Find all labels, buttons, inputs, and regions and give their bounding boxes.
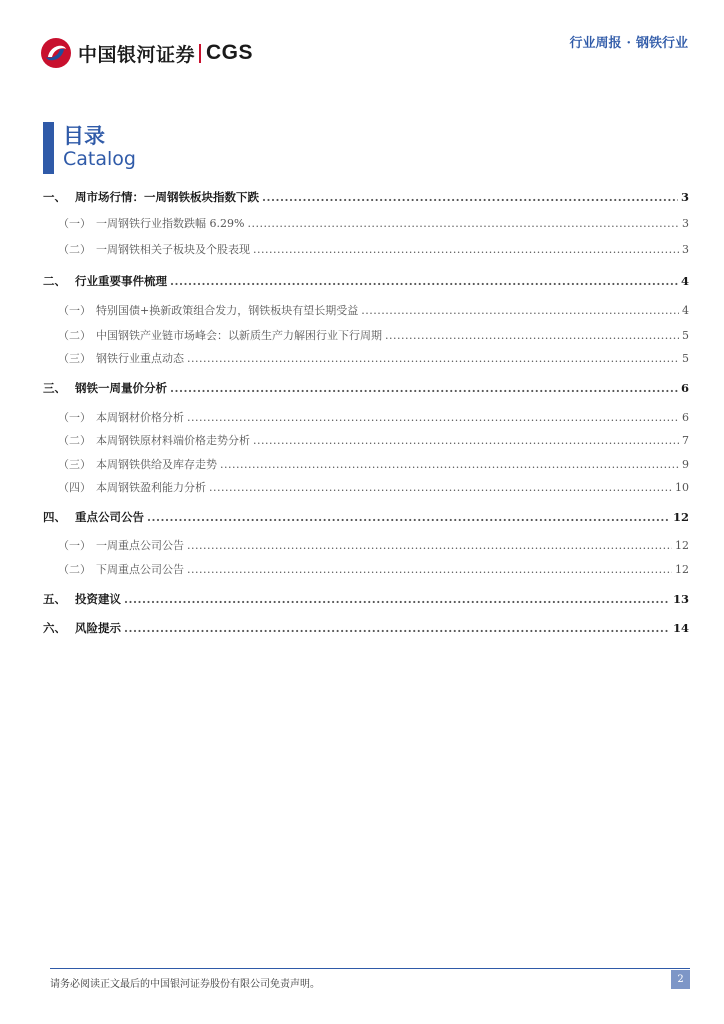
toc-section-entry[interactable] [43,591,689,611]
toc-entry-page: 13 [672,592,689,606]
toc-entry-title: 本周钢铁原材料端价格走势分析 [96,434,250,447]
toc-entry-title: 下周重点公司公告 [96,563,184,576]
toc-entry-number: 三、 [43,381,66,395]
toc-dot-leader [253,434,679,447]
toc-subsection-entry[interactable] [43,350,689,370]
toc-entry-page: 4 [682,304,689,317]
toc-subsection-entry[interactable] [43,537,689,557]
toc-entry-title: 钢铁一周量价分析 [75,381,167,395]
toc-dot-leader [385,329,679,342]
toc-dot-leader [187,539,672,552]
toc-entry-number: （二） [58,243,91,256]
header-separator: · [626,36,631,51]
toc-section-entry[interactable] [43,509,689,529]
toc-entry-page: 6 [682,411,689,424]
toc-entry-title: 一周重点公司公告 [96,539,184,552]
toc-entry-page: 12 [675,563,689,576]
toc-entry-title: 重点公司公告 [75,510,144,524]
toc-entry-number: （三） [58,352,91,365]
title-en: Catalog [63,148,136,170]
toc-dot-leader [209,481,672,494]
logo-separator [199,44,201,63]
toc-entry-number: （二） [58,434,91,447]
toc-entry-page: 12 [675,539,689,552]
toc-entry-page: 4 [680,274,689,288]
logo-text-cn: 中国银河证券 [78,43,196,66]
toc-dot-leader [147,510,670,524]
toc-entry-number: 二、 [43,274,66,288]
toc-dot-leader [253,243,679,256]
toc-dot-leader [187,411,679,424]
toc-entry-number: 一、 [43,190,66,204]
doc-type: 行业周报 [569,36,622,51]
toc-dot-leader [187,563,672,576]
toc-entry-title: 行业重要事件梳理 [75,274,167,288]
toc-dot-leader [262,190,678,204]
toc-entry-page: 5 [682,352,689,365]
toc-subsection-entry[interactable] [43,302,689,322]
toc-subsection-entry[interactable] [43,409,689,429]
toc-dot-leader [124,592,670,606]
toc-dot-leader [220,458,679,471]
toc-entry-page: 10 [675,481,689,494]
toc-dot-leader [361,304,679,317]
toc-entry-title: 本周钢铁盈利能力分析 [96,481,206,494]
toc-section-entry[interactable] [43,189,689,209]
title-cn: 目录 [63,124,105,148]
cgs-logo-icon [40,37,72,69]
toc-entry-number: （一） [58,539,91,552]
toc-entry-number: （一） [58,411,91,424]
sector-name: 钢铁行业 [635,36,688,51]
toc-dot-leader [187,352,679,365]
toc-entry-page: 12 [672,510,689,524]
toc-section-entry[interactable] [43,273,689,293]
logo-text-en: CGS [206,41,254,64]
toc-entry-title: 钢铁行业重点动态 [96,352,184,365]
toc-entry-number: （四） [58,481,91,494]
toc-section-entry[interactable] [43,380,689,400]
toc-entry-title: 一周钢铁相关子板块及个股表现 [96,243,250,256]
toc-entry-page: 14 [672,621,689,635]
toc-subsection-entry[interactable] [43,561,689,581]
toc-entry-title: 投资建议 [75,592,121,606]
page-header [0,0,724,80]
toc-subsection-entry[interactable] [43,241,689,261]
footer-divider [50,968,690,969]
toc-entry-page: 9 [682,458,689,471]
toc-entry-number: 五、 [43,592,66,606]
toc-entry-title: 风险提示 [75,621,121,635]
toc-dot-leader [170,381,678,395]
toc-entry-number: （一） [58,217,91,230]
toc-entry-title: 特别国债+换新政策组合发力，钢铁板块有望长期受益 [96,304,359,317]
toc-entry-number: （二） [58,563,91,576]
toc-dot-leader [124,621,670,635]
company-logo [40,36,253,70]
toc-entry-number: （二） [58,329,91,342]
toc-subsection-entry[interactable] [43,327,689,347]
toc-entry-page: 7 [682,434,689,447]
toc-section-entry[interactable] [43,620,689,640]
footer-disclaimer: 请务必阅读正文最后的中国银河证券股份有限公司免责声明。 [50,979,320,990]
toc-entry-page: 3 [682,243,689,256]
toc-entry-page: 6 [680,381,689,395]
toc-entry-number: 六、 [43,621,66,635]
toc-entry-title: 周市场行情：一周钢铁板块指数下跌 [75,190,259,204]
title-accent-bar [43,122,54,174]
toc-entry-number: （一） [58,304,91,317]
toc-entry-page: 3 [682,217,689,230]
page-number: 2 [671,970,690,989]
toc-entry-number: （三） [58,458,91,471]
toc-dot-leader [247,217,679,230]
toc-subsection-entry[interactable] [43,456,689,476]
toc-entry-title: 一周钢铁行业指数跌幅 6.29% [96,217,245,230]
toc-entry-number: 四、 [43,510,66,524]
toc-subsection-entry[interactable] [43,432,689,452]
toc-dot-leader [170,274,678,288]
toc-subsection-entry[interactable] [43,479,689,499]
toc-entry-title: 中国钢铁产业链市场峰会：以新质生产力解困行业下行周期 [96,329,382,342]
toc-entry-title: 本周钢材价格分析 [96,411,184,424]
toc-entry-title: 本周钢铁供给及库存走势 [96,458,217,471]
toc-entry-page: 3 [680,190,689,204]
toc-subsection-entry[interactable] [43,215,689,235]
toc-entry-page: 5 [682,329,689,342]
report-category [569,32,688,51]
